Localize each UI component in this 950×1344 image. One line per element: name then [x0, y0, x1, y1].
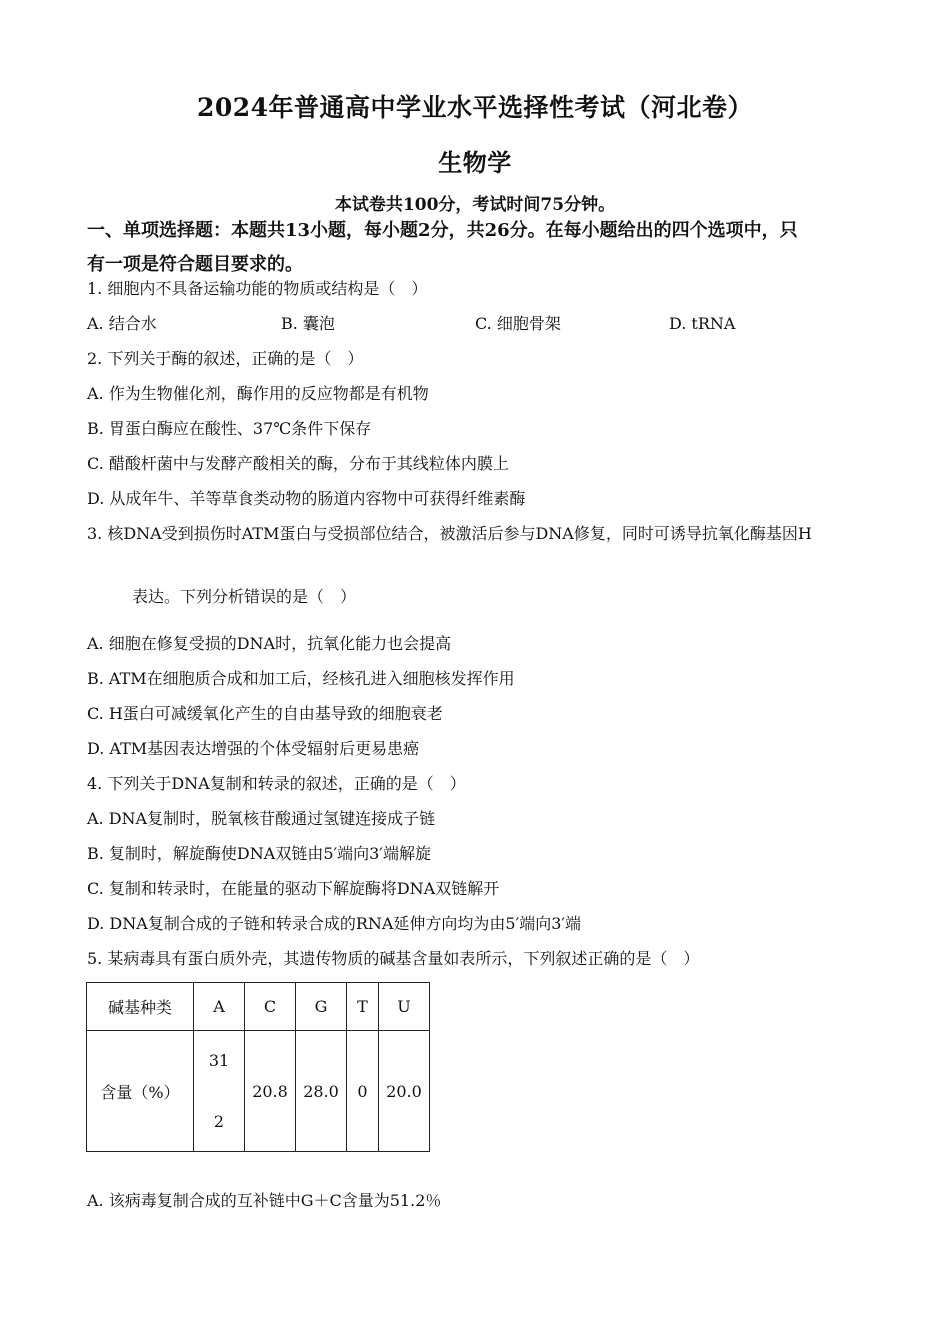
q3-stem-line2: 表达。下列分析错误的是（ ）: [132, 587, 357, 606]
q2-option-c: C. 醋酸杆菌中与发酵产酸相关的酶，分布于其线粒体内膜上: [87, 454, 509, 473]
table-cell-a-top: 31: [208, 1051, 230, 1070]
q2-option-d: D. 从成年牛、羊等草食类动物的肠道内容物中可获得纤维素酶: [87, 489, 526, 508]
q4-option-b: B. 复制时，解旋酶使DNA双链由5′端向3′端解旋: [87, 844, 431, 863]
q1-option-a: A. 结合水: [87, 314, 157, 333]
table-header-base-u: U: [379, 983, 430, 1031]
q4-stem: 4. 下列关于DNA复制和转录的叙述，正确的是（ ）: [87, 774, 466, 793]
section-heading-line1: 一、单项选择题：本题共13小题，每小题2分，共26分。在每小题给出的四个选项中，只: [87, 220, 798, 241]
table-cell-t: 0: [347, 1031, 379, 1152]
q1-option-d: D. tRNA: [669, 314, 736, 333]
table-cell-u: 20.0: [379, 1031, 430, 1152]
table-cell-g: 28.0: [296, 1031, 347, 1152]
table-cell-a-bottom: 2: [213, 1112, 225, 1131]
section-heading: [87, 214, 877, 282]
base-content-table: [86, 982, 430, 1152]
q1-option-b: B. 囊泡: [281, 314, 335, 333]
table-header-base-c: C: [245, 983, 296, 1031]
q3-option-b: B. ATM在细胞质合成和加工后，经核孔进入细胞核发挥作用: [87, 669, 515, 688]
q2-option-b: B. 胃蛋白酶应在酸性、37℃条件下保存: [87, 419, 372, 438]
q2-stem: 2. 下列关于酶的叙述，正确的是（ ）: [87, 349, 364, 368]
q4-option-c: C. 复制和转录时，在能量的驱动下解旋酶将DNA双链解开: [87, 879, 500, 898]
table-row: [87, 1031, 430, 1152]
q1-option-c: C. 细胞骨架: [475, 314, 561, 333]
subject-title: 生物学: [438, 148, 512, 177]
q1-stem: 1. 细胞内不具备运输功能的物质或结构是（ ）: [87, 279, 428, 298]
q4-option-a: A. DNA复制时，脱氧核苷酸通过氢键连接成子链: [87, 809, 436, 828]
q3-option-c: C. H蛋白可减缓氧化产生的自由基导致的细胞衰老: [87, 704, 443, 723]
table-header-base-t: T: [347, 983, 379, 1031]
q2-option-a: A. 作为生物催化剂，酶作用的反应物都是有机物: [87, 384, 429, 403]
q5-stem: 5. 某病毒具有蛋白质外壳，其遗传物质的碱基含量如表所示，下列叙述正确的是（ ）: [87, 949, 700, 968]
q5-option-a: A. 该病毒复制合成的互补链中G＋C含量为51.2％: [87, 1191, 442, 1210]
section-heading-line2: 有一项是符合题目要求的。: [87, 254, 303, 275]
table-header-base-a: A: [194, 983, 245, 1031]
exam-info: 本试卷共100分，考试时间75分钟。: [334, 195, 616, 215]
table-header-label: 碱基种类: [87, 983, 194, 1031]
table-cell-a-stack: [194, 1043, 244, 1139]
q4-option-d: D. DNA复制合成的子链和转录合成的RNA延伸方向均为由5′端向3′端: [87, 914, 582, 933]
table-header-row: [87, 983, 430, 1031]
q3-stem-line1: 3. 核DNA受到损伤时ATM蛋白与受损部位结合，被激活后参与DNA修复，同时可诱导抗氧化酶基因H: [87, 524, 812, 543]
q3-option-d: D. ATM基因表达增强的个体受辐射后更易患癌: [87, 739, 420, 758]
q3-option-a: A. 细胞在修复受损的DNA时，抗氧化能力也会提高: [87, 634, 452, 653]
table-row-label: 含量（%）: [87, 1031, 194, 1152]
exam-title: 2024年普通高中学业水平选择性考试（河北卷）: [196, 93, 754, 122]
table-cell-a: [194, 1031, 245, 1152]
table-header-base-g: G: [296, 983, 347, 1031]
table-cell-c: 20.8: [245, 1031, 296, 1152]
